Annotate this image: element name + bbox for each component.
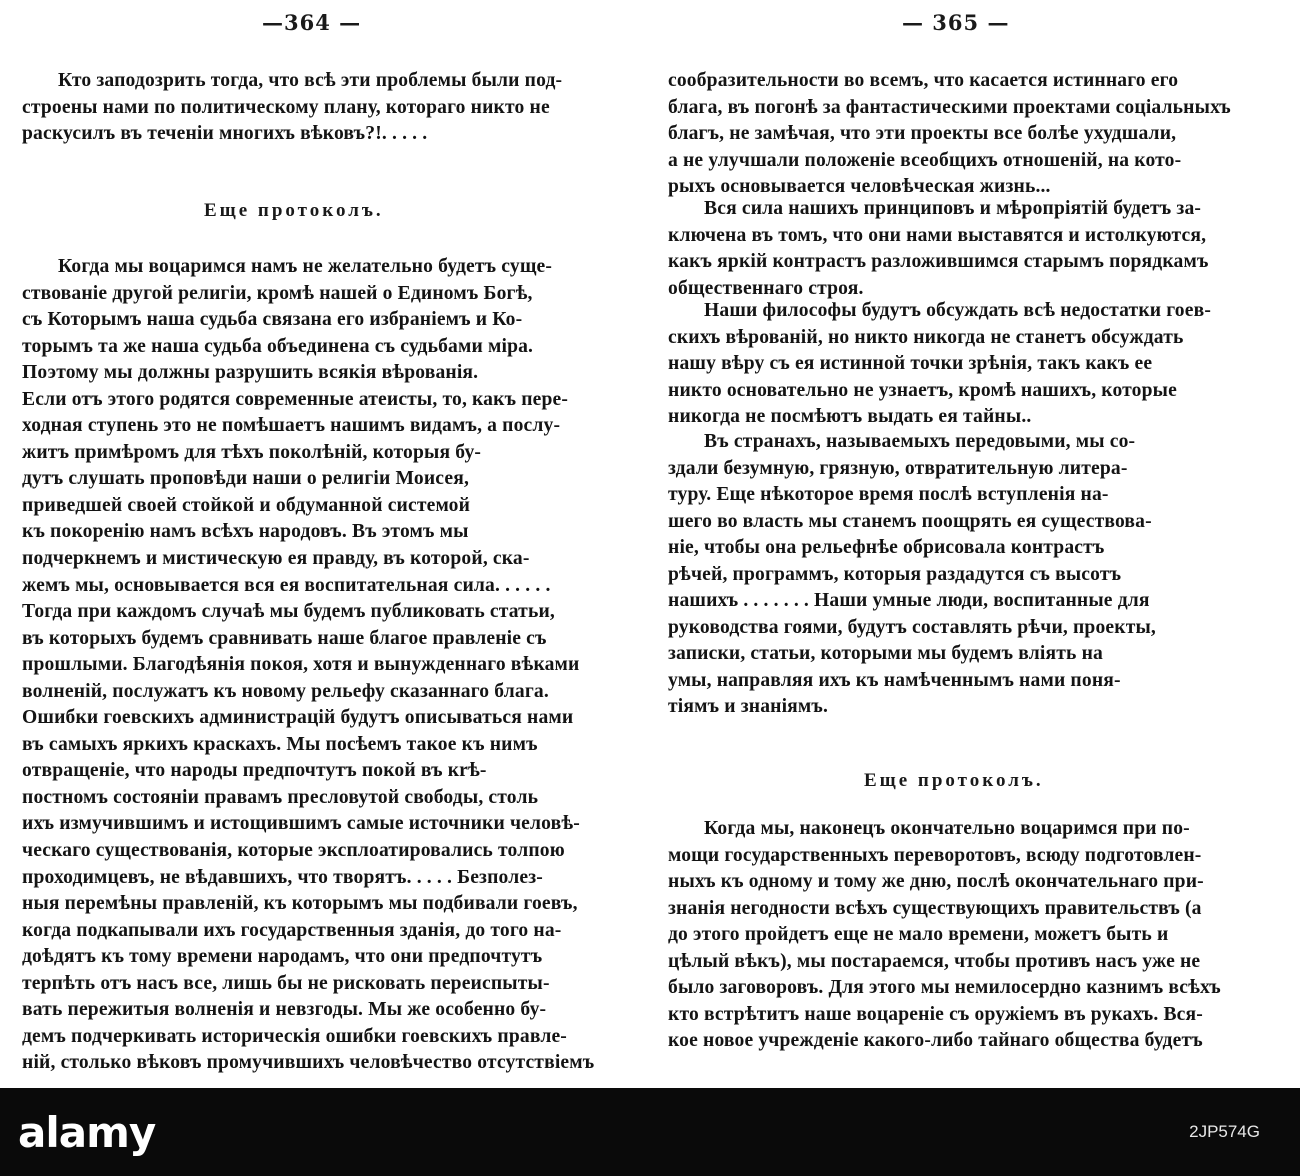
text-line: ихъ измучившимъ и истощившимъ самые источники человѣ- [22,813,580,835]
text-line: постномъ состояніи правамъ пресловутой свободы, столь [22,786,539,808]
text-line: было заговоровъ. Для этого мы немилосердно казнимъ всѣхъ [668,977,1221,999]
text-line: тіямъ и знаніямъ. [668,696,829,718]
body-text [22,254,626,1077]
text-line: никогда не посмѣютъ выдать ея тайны.. [668,406,1032,428]
text-line: кто встрѣтитъ наше воцареніе съ оружіемъ въ рукахъ. Вся- [668,1003,1203,1025]
text-line: скихъ вѣрованій, но никто никогда не станетъ обсуждать [668,326,1184,348]
left-page [0,0,648,1088]
text-line: житъ примѣромъ для тѣхъ поколѣній, которыя бу- [22,441,482,463]
text-line: Когда мы, наконецъ окончательно воцаримся при по- [704,818,1190,839]
text-line: туру. Еще нѣкоторое время послѣ вступленія на- [668,484,1109,506]
text-line: ній, столько вѣковъ промучившихъ человѣчество отсутствіемъ [22,1052,595,1074]
text-line: ныя перемѣны правленій, къ которымъ мы подбивали гоевъ, [22,893,578,915]
text-line: Ошибки гоевскихъ администрацій будутъ описываться нами [22,707,574,729]
text-line: терпѣть отъ насъ все, лишь бы не рисковать переиспыты- [22,972,550,994]
text-line: Кто заподозрить тогда, что всѣ эти проблемы были под- [58,70,563,91]
page-number: — 365 — [902,10,1010,35]
text-line: мощи государственныхъ переворотовъ, всюду подготовлен- [668,844,1202,866]
text-line: нашу вѣру съ ея истинной точки зрѣнія, такъ какъ ее [668,353,1153,375]
text-line: рѣчей, программъ, которыя раздадутся съ высотъ [668,563,1122,585]
text-line: приведшей своей стойкой и обдуманной системой [22,494,471,516]
text-line: нашихъ . . . . . . . Наши умные люди, воспитанные для [668,590,1150,612]
text-line: въ самыхъ яркихъ краскахъ. Мы посѣемъ такое къ нимъ [22,733,538,755]
text-line: здали безумную, грязную, отвратительную литера- [668,457,1128,479]
text-line: ключена въ томъ, что они нами выставятся и истолкуются, [668,224,1207,246]
text-line: сообразительности во всемъ, что касается истиннаго его [668,70,1179,91]
text-line: дутъ слушать проповѣди наши о религіи Моисея, [22,468,469,490]
text-line: торымъ та же наша судьба объединена съ судьбами міра. [22,335,534,357]
text-line: знанія негодности всѣхъ существующихъ правительствъ (а [668,897,1202,919]
continuation-paragraph [668,68,1280,201]
text-line: съ Которымъ наша судьба связана его избраніемъ и Ко- [22,309,523,331]
text-line: волненій, послужатъ къ новому рельефу сказаннаго блага. [22,680,549,702]
brand-logo [0,1088,360,1176]
text-line: въ которыхъ будемъ сравнивать наше благое правленіе съ [22,627,547,649]
section-heading: Еще протоколъ. [864,770,1044,791]
text-line: Поэтому мы должны разрушить всякія вѣрованія. [22,362,479,384]
text-line: а не улучшали положеніе всеобщихъ отношеній, на кото- [668,149,1182,171]
text-line: строены нами по политическому плану, котораго никто не [22,96,550,118]
text-line: шего во власть мы станемъ поощрять ея существова- [668,510,1152,532]
text-line: записки, статьи, которыми мы будемъ вліять на [668,643,1103,665]
text-line: руководства гоями, будутъ составлять рѣчи, проекты, [668,616,1156,638]
text-line: блага, въ погонѣ за фантастическими проектами соціальныхъ [668,96,1231,118]
text-line: вать пережитыя волненія и невзгоды. Мы же особенно бу- [22,999,547,1021]
paragraph-literature [668,429,1280,721]
text-line: Въ странахъ, называемыхъ передовыми, мы со- [704,431,1136,452]
text-line: благъ, не замѣчая, что эти проекты все болѣе ухудшали, [668,123,1177,145]
text-line: кое новое учрежденіе какого-либо тайнаго общества будетъ [668,1030,1203,1052]
paragraph-reign [668,816,1280,1055]
text-line: рыхъ основывается человѣческая жизнь... [668,176,1051,198]
text-line: отвращеніе, что народы предпочтутъ покой въ кrѣ- [22,760,487,782]
text-line: ческаго существованія, которые эксплоатировались толпою [22,840,565,862]
intro-paragraph [22,68,626,148]
text-line: ніе, чтобы она рельефнѣе обрисовала контрастъ [668,537,1105,559]
text-line: подчеркнемъ и мистическую ея правду, въ которой, ска- [22,548,530,570]
text-line: какъ яркій контрастъ разложившимся старымъ порядкамъ [668,251,1209,273]
alamy-logo: alamy [18,1107,156,1157]
text-line: общественнаго строя. [668,277,864,299]
text-line: до этого пройдетъ еще не мало времени, можетъ быть и [668,924,1169,946]
text-line: Когда мы воцаримся намъ не желательно будетъ суще- [58,256,553,277]
image-id-label: 2JP574G [1189,1122,1260,1141]
text-line: доѣдятъ къ тому времени народамъ, что они предпочтутъ [22,946,543,968]
text-line: прошлыми. Благодѣянія покоя, хотя и вынужденнаго вѣками [22,654,580,676]
text-line: къ покоренію намъ всѣхъ народовъ. Въ этомъ мы [22,521,469,543]
text-line: Наши философы будутъ обсуждать всѣ недостатки гоев- [704,300,1212,321]
text-line: раскусилъ въ теченіи многихъ вѣковъ?!. . . . . [22,123,428,145]
text-line: жемъ мы, основывается вся ея воспитательная сила. . . . . . [22,574,551,596]
right-page [650,0,1300,1088]
text-line: демъ подчеркивать историческія ошибки гоевскихъ правле- [22,1025,567,1047]
text-line: ствованіе другой религіи, кромѣ нашей о Единомъ Богѣ, [22,282,533,304]
text-line: ходная ступень это не помѣшаетъ нашимъ видамъ, а послу- [22,415,561,437]
text-line: ныхъ къ одному и тому же дню, послѣ окончательнаго при- [668,871,1204,893]
text-line: цѣлый вѣкъ), мы постараемся, чтобы противъ насъ уже не [668,950,1201,972]
text-line: Вся сила нашихъ принциповъ и мѣропріятій будетъ за- [704,198,1202,219]
page-number: —364 — [262,10,362,35]
text-line: никто основательно не узнаетъ, кромѣ нашихъ, которые [668,379,1177,401]
paragraph-philosophers [668,298,1280,431]
text-line: проходимцевъ, не вѣдавшихъ, что творятъ. . . . . Безполез- [22,866,543,888]
section-heading: Еще протоколъ. [204,200,384,221]
text-line: когда подкапывали ихъ государственныя зданія, до того на- [22,919,562,941]
text-line: Если отъ этого родятся современные атеисты, то, какъ пере- [22,388,569,410]
text-line: Тогда при каждомъ случаѣ мы будемъ публиковать статьи, [22,601,555,623]
paragraph-principles [668,196,1280,302]
text-line: умы, направляя ихъ къ намѣченнымъ нами поня- [668,669,1121,691]
